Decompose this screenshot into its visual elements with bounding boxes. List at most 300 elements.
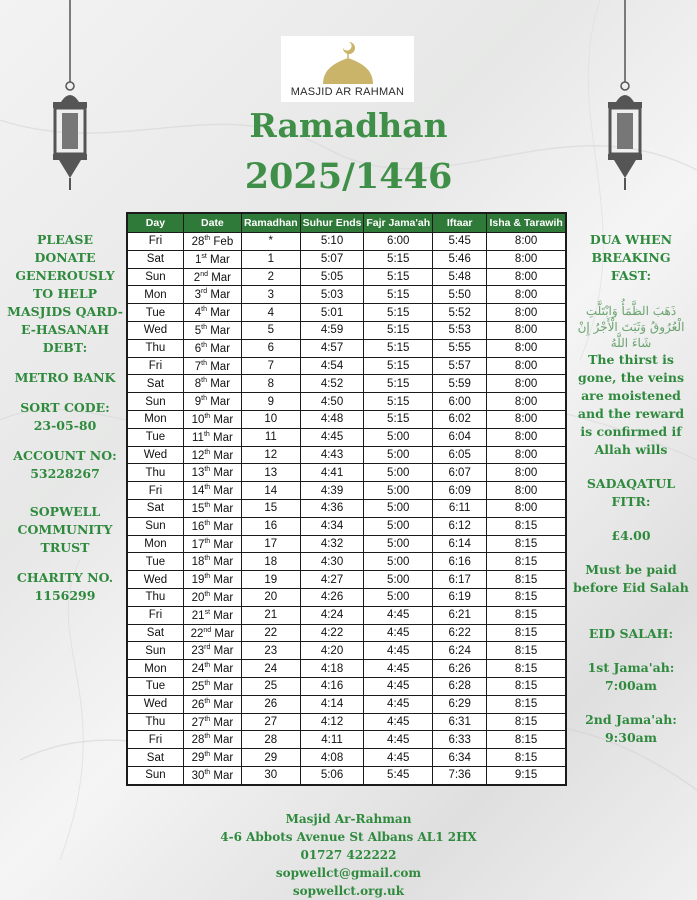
cell-suhur: 4:24 [300,606,364,624]
cell-ramadhan-day: 16 [241,517,300,535]
sadaqa-title: SADAQATUL FITR: [586,476,676,509]
date-number: 6 [194,342,202,355]
date-number: 1 [194,253,202,266]
cell-isha: 8:15 [487,588,566,606]
cell-ramadhan-day: 13 [241,464,300,482]
cell-suhur: 4:18 [300,660,364,678]
cell-day: Sun [127,642,183,660]
dome-icon [313,38,383,86]
cell-day: Fri [127,357,183,375]
cell-suhur: 4:16 [300,677,364,695]
cell-day: Thu [127,713,183,731]
cell-ramadhan-day: 21 [241,606,300,624]
date-suffix: th [201,377,208,385]
date-month: Mar [213,413,234,426]
cell-day: Tue [127,677,183,695]
cell-suhur: 4:57 [300,339,364,357]
date-number: 21 [191,609,205,622]
table-row [127,268,566,286]
cell-day: Fri [127,731,183,749]
cell-date [183,464,241,482]
cell-isha: 8:00 [487,304,566,322]
date-month: Mar [213,769,234,782]
cell-isha: 8:00 [487,393,566,411]
cell-isha: 8:15 [487,660,566,678]
table-row [127,286,566,304]
cell-ramadhan-day: 8 [241,375,300,393]
date-number: 28 [191,235,205,248]
cell-isha: 8:00 [487,268,566,286]
table-row [127,677,566,695]
cell-ramadhan-day: 27 [241,713,300,731]
date-suffix: th [204,751,211,759]
cell-iftaar: 6:04 [433,428,487,446]
cell-isha: 8:15 [487,695,566,713]
cell-iftaar: 6:24 [433,642,487,660]
table-row [127,464,566,482]
table-row [127,233,566,251]
date-suffix: nd [203,626,212,634]
cell-ramadhan-day: 4 [241,304,300,322]
cell-fajr: 5:00 [364,571,433,589]
date-number: 28 [191,734,205,747]
eid-second-time: 9:30am [604,730,658,745]
footer-address: 4-6 Abbots Avenue St Albans AL1 2HX [220,830,477,844]
cell-ramadhan-day: 14 [241,482,300,500]
cell-suhur: 4:41 [300,464,364,482]
cell-day: Fri [127,233,183,251]
cell-isha: 8:15 [487,517,566,535]
table-row [127,428,566,446]
cell-fajr: 5:15 [364,304,433,322]
charity-no-label: CHARITY NO. [16,570,114,585]
date-number: 7 [194,360,202,373]
cell-isha: 8:00 [487,482,566,500]
date-month: Mar [213,716,234,729]
cell-suhur: 4:52 [300,375,364,393]
date-number: 12 [191,449,205,462]
date-suffix: th [204,484,211,492]
cell-fajr: 5:00 [364,464,433,482]
cell-ramadhan-day: 17 [241,535,300,553]
cell-date [183,588,241,606]
cell-ramadhan-day: 29 [241,749,300,767]
cell-date [183,695,241,713]
cell-fajr: 5:15 [364,250,433,268]
date-month: Mar [213,734,234,747]
date-suffix: th [201,359,208,367]
cell-date [183,499,241,517]
charity-no-value: 1156299 [34,588,96,603]
footer-website[interactable]: sopwellct.org.uk [292,884,405,898]
date-number: 20 [191,591,205,604]
cell-fajr: 5:15 [364,375,433,393]
cell-suhur: 4:36 [300,499,364,517]
date-suffix: th [204,662,211,670]
footer-email[interactable]: sopwellct@gmail.com [275,866,422,880]
table-row [127,499,566,517]
cell-iftaar: 6:29 [433,695,487,713]
cell-suhur: 5:05 [300,268,364,286]
cell-fajr: 4:45 [364,695,433,713]
date-number: 10 [191,413,205,426]
cell-day: Wed [127,571,183,589]
cell-fajr: 6:00 [364,233,433,251]
cell-day: Wed [127,695,183,713]
date-month: Mar [213,645,234,658]
masjid-logo [281,36,414,102]
footer-contact [0,810,697,900]
cell-suhur: 4:12 [300,713,364,731]
footer-phone: 01727 422222 [300,848,397,862]
cell-iftaar: 6:34 [433,749,487,767]
date-suffix: th [204,697,211,705]
table-row [127,749,566,767]
col-suhur: Suhur Ends [300,213,364,233]
table-row [127,517,566,535]
account-no-label: ACCOUNT NO: [13,448,117,463]
date-month: Mar [214,627,235,640]
cell-ramadhan-day: 28 [241,731,300,749]
table-row [127,606,566,624]
date-month: Mar [213,556,234,569]
eid-first-label: 1st Jama'ah: [587,660,675,675]
cell-day: Fri [127,606,183,624]
cell-iftaar: 6:14 [433,535,487,553]
date-suffix: th [204,715,211,723]
cell-fajr: 4:45 [364,677,433,695]
cell-iftaar: 6:22 [433,624,487,642]
cell-iftaar: 5:53 [433,321,487,339]
cell-suhur: 4:43 [300,446,364,464]
cell-suhur: 4:50 [300,393,364,411]
date-suffix: th [204,537,211,545]
cell-fajr: 5:15 [364,286,433,304]
cell-isha: 8:00 [487,321,566,339]
cell-isha: 8:15 [487,624,566,642]
date-month: Mar [210,360,231,373]
logo-text: MASJID AR RAHMAN [290,86,405,98]
date-suffix: rd [200,288,208,296]
table-row [127,766,566,784]
left-info-panel [6,231,124,605]
date-suffix: th [204,573,211,581]
cell-suhur: 4:27 [300,571,364,589]
date-month: Mar [210,289,231,302]
date-month: Mar [213,538,234,551]
cell-ramadhan-day: 5 [241,321,300,339]
date-suffix: th [201,341,208,349]
cell-iftaar: 6:17 [433,571,487,589]
date-number: 25 [191,680,205,693]
cell-fajr: 5:15 [364,339,433,357]
date-suffix: th [204,555,211,563]
cell-isha: 8:15 [487,553,566,571]
date-month: Mar [213,467,234,480]
table-row [127,304,566,322]
cell-iftaar: 6:07 [433,464,487,482]
cell-fajr: 4:45 [364,660,433,678]
ramadhan-timetable [126,212,567,786]
cell-isha: 8:00 [487,446,566,464]
cell-day: Sun [127,517,183,535]
cell-day: Mon [127,286,183,304]
date-suffix: th [204,234,211,242]
cell-date [183,250,241,268]
cell-ramadhan-day: 12 [241,446,300,464]
cell-fajr: 4:45 [364,731,433,749]
cell-day: Mon [127,410,183,428]
cell-ramadhan-day: 2 [241,268,300,286]
date-suffix: th [201,306,208,314]
date-month: Mar [210,253,230,266]
col-date: Date [183,213,241,233]
page-title: Ramadhan [249,106,448,145]
date-month: Mar [213,449,234,462]
col-isha: Isha & Tarawih [487,213,566,233]
cell-iftaar: 5:45 [433,233,487,251]
cell-isha: 8:15 [487,749,566,767]
cell-fajr: 4:45 [364,713,433,731]
cell-ramadhan-day: 22 [241,624,300,642]
cell-iftaar: 6:21 [433,606,487,624]
sort-code-value: 23-05-80 [33,418,97,433]
cell-date [183,749,241,767]
date-suffix: st [201,252,207,260]
cell-iftaar: 6:33 [433,731,487,749]
cell-date [183,731,241,749]
cell-fajr: 5:15 [364,410,433,428]
date-month: Mar [212,431,233,444]
table-row [127,695,566,713]
cell-isha: 8:00 [487,375,566,393]
page-subtitle-year: 2025/1446 [244,156,453,197]
col-iftaar: Iftaar [433,213,487,233]
cell-isha: 8:15 [487,571,566,589]
cell-day: Sat [127,499,183,517]
cell-day: Mon [127,535,183,553]
date-suffix: th [201,323,208,331]
cell-ramadhan-day: 7 [241,357,300,375]
cell-iftaar: 5:59 [433,375,487,393]
cell-isha: 8:00 [487,464,566,482]
cell-ramadhan-day: 9 [241,393,300,411]
cell-ramadhan-day: 30 [241,766,300,784]
cell-fajr: 4:45 [364,749,433,767]
cell-fajr: 5:15 [364,357,433,375]
table-row [127,339,566,357]
cell-iftaar: 6:19 [433,588,487,606]
cell-ramadhan-day: 15 [241,499,300,517]
cell-fajr: 5:00 [364,553,433,571]
date-number: 22 [190,627,204,640]
date-suffix: st [204,608,211,616]
cell-iftaar: 5:52 [433,304,487,322]
table-row [127,713,566,731]
date-month: Mar [211,271,231,284]
table-row [127,321,566,339]
col-day: Day [127,213,183,233]
cell-isha: 8:00 [487,499,566,517]
date-number: 19 [191,573,205,586]
table-row [127,482,566,500]
cell-day: Mon [127,660,183,678]
cell-suhur: 4:59 [300,321,364,339]
cell-fajr: 5:15 [364,268,433,286]
date-number: 15 [191,502,205,515]
cell-date [183,304,241,322]
cell-iftaar: 5:46 [433,250,487,268]
date-suffix: th [204,590,211,598]
date-month: Mar [213,609,234,622]
table-row [127,624,566,642]
date-number: 5 [194,324,202,337]
date-number: 8 [194,378,202,391]
cell-date [183,233,241,251]
cell-suhur: 4:14 [300,695,364,713]
table-row [127,535,566,553]
cell-ramadhan-day: 20 [241,588,300,606]
cell-ramadhan-day: 6 [241,339,300,357]
cell-iftaar: 6:05 [433,446,487,464]
cell-suhur: 4:22 [300,624,364,642]
date-month: Mar [210,378,231,391]
cell-suhur: 5:06 [300,766,364,784]
cell-date [183,553,241,571]
cell-fajr: 4:45 [364,606,433,624]
date-month: Mar [213,751,234,764]
col-fajr: Fajr Jama'ah [364,213,433,233]
date-number: 26 [191,698,205,711]
table-row [127,642,566,660]
cell-suhur: 5:01 [300,304,364,322]
cell-ramadhan-day: 1 [241,250,300,268]
trust-name: SOPWELL COMMUNITY TRUST [17,504,113,555]
cell-fajr: 5:15 [364,321,433,339]
cell-fajr: 5:00 [364,446,433,464]
cell-isha: 8:00 [487,339,566,357]
cell-iftaar: 6:12 [433,517,487,535]
date-month: Mar [210,342,231,355]
cell-fajr: 5:45 [364,766,433,784]
cell-day: Thu [127,588,183,606]
cell-date [183,410,241,428]
dua-translation: The thirst is gone, the veins are moistened and the reward is confirmed if Allah wills [577,352,685,457]
cell-iftaar: 5:57 [433,357,487,375]
date-number: 16 [191,520,205,533]
date-number: 18 [191,556,205,569]
cell-iftaar: 5:48 [433,268,487,286]
cell-date [183,428,241,446]
cell-isha: 8:00 [487,250,566,268]
cell-date [183,286,241,304]
cell-date [183,446,241,464]
cell-isha: 8:15 [487,642,566,660]
cell-suhur: 4:26 [300,588,364,606]
cell-suhur: 4:48 [300,410,364,428]
cell-day: Sat [127,749,183,767]
date-number: 30 [191,769,205,782]
cell-day: Sun [127,766,183,784]
cell-isha: 8:00 [487,428,566,446]
cell-isha: 8:15 [487,535,566,553]
table-row [127,250,566,268]
cell-suhur: 4:45 [300,428,364,446]
table-row [127,446,566,464]
cell-isha: 8:00 [487,286,566,304]
date-suffix: th [203,430,210,438]
dua-title: DUA WHEN BREAKING FAST: [589,232,673,283]
date-month: Mar [213,698,234,711]
cell-suhur: 5:03 [300,286,364,304]
cell-fajr: 4:45 [364,624,433,642]
cell-day: Sun [127,393,183,411]
date-suffix: rd [204,644,211,652]
cell-day: Tue [127,304,183,322]
cell-isha: 9:15 [487,766,566,784]
cell-ramadhan-day: 25 [241,677,300,695]
dua-arabic: ذَهَبَ الظَّمَأُ وَابْتَلَّتِ الْعُرُوقُ وَثَبَتَ الْأَجْرُ إِنْ شَاءَ اللَّهُ [577,304,685,350]
cell-ramadhan-day: 23 [241,642,300,660]
cell-date [183,268,241,286]
cell-iftaar: 6:11 [433,499,487,517]
cell-suhur: 5:07 [300,250,364,268]
cell-day: Sun [127,268,183,286]
date-suffix: th [204,412,211,420]
cell-iftaar: 6:31 [433,713,487,731]
eid-second-label: 2nd Jama'ah: [585,712,677,727]
date-number: 17 [191,538,205,551]
cell-date [183,357,241,375]
table-row [127,660,566,678]
sort-code-label: SORT CODE: [20,400,110,415]
cell-fajr: 5:00 [364,428,433,446]
date-number: 11 [191,431,204,444]
date-month: Mar [213,680,234,693]
cell-day: Fri [127,482,183,500]
table-row [127,588,566,606]
date-suffix: th [204,448,211,456]
cell-iftaar: 6:00 [433,393,487,411]
cell-date [183,571,241,589]
cell-isha: 8:00 [487,357,566,375]
eid-first-time: 7:00am [604,678,658,693]
cell-fajr: 5:15 [364,393,433,411]
cell-iftaar: 6:16 [433,553,487,571]
cell-isha: 8:00 [487,233,566,251]
cell-date [183,393,241,411]
cell-day: Sat [127,624,183,642]
date-suffix: th [204,519,211,527]
date-suffix: th [204,733,211,741]
table-header-row [127,213,566,233]
cell-day: Wed [127,446,183,464]
cell-date [183,677,241,695]
cell-suhur: 4:34 [300,517,364,535]
cell-day: Wed [127,321,183,339]
date-suffix: th [204,501,211,509]
cell-suhur: 4:39 [300,482,364,500]
date-month: Mar [213,591,234,604]
date-suffix: th [204,768,211,776]
cell-day: Sat [127,375,183,393]
date-suffix: th [201,395,208,403]
date-suffix: th [204,466,211,474]
cell-date [183,660,241,678]
cell-fajr: 5:00 [364,499,433,517]
cell-day: Tue [127,428,183,446]
cell-fajr: 5:00 [364,482,433,500]
